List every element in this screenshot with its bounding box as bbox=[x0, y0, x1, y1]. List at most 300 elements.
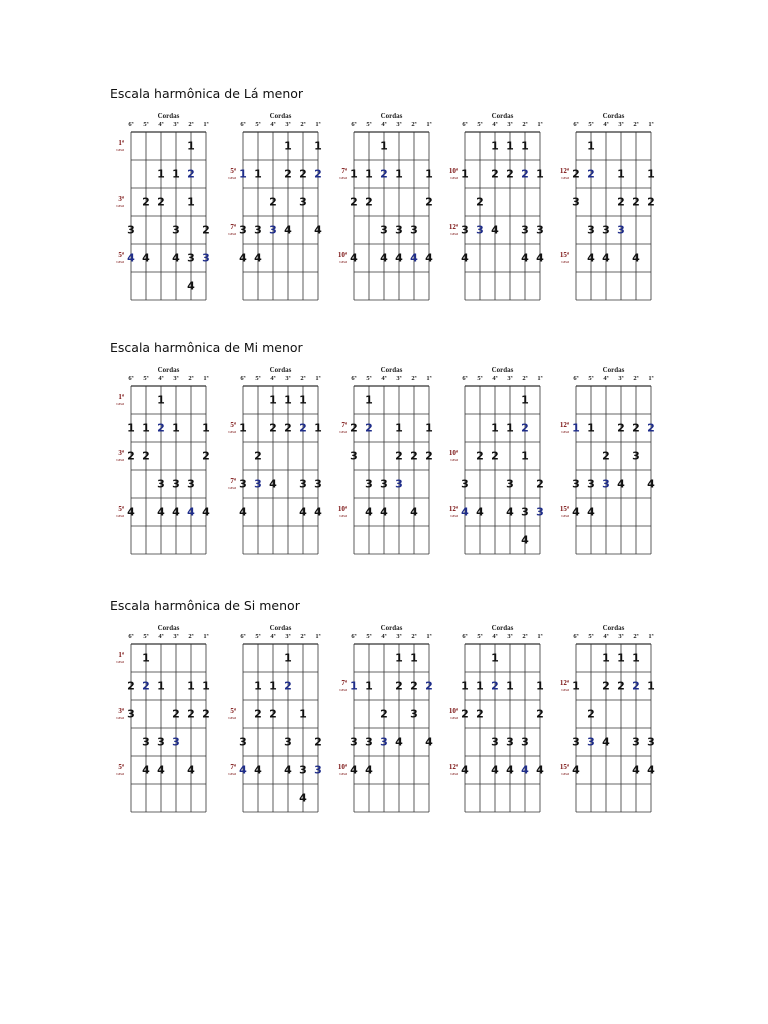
fret-position-label bbox=[327, 252, 347, 265]
fret-number: 7ª bbox=[341, 421, 347, 429]
strings-header: Cordas bbox=[491, 624, 514, 632]
string-number-label: 1ª bbox=[203, 375, 209, 382]
finger-number: 1 bbox=[536, 167, 544, 181]
finger-number: 2 bbox=[269, 707, 277, 721]
finger-number: 1 bbox=[380, 139, 388, 153]
string-number-label: 3ª bbox=[173, 121, 179, 128]
finger-number: 4 bbox=[142, 763, 150, 777]
fretboard-grid bbox=[112, 624, 216, 816]
finger-number: 2 bbox=[476, 707, 484, 721]
root-note: 3 bbox=[269, 223, 277, 237]
string-number-label: 1ª bbox=[203, 633, 209, 640]
finger-number: 4 bbox=[425, 251, 433, 265]
finger-number: 1 bbox=[491, 421, 499, 435]
finger-number: 2 bbox=[491, 449, 499, 463]
finger-number: 1 bbox=[602, 651, 610, 665]
casa-label: casa bbox=[450, 231, 458, 236]
string-number-label: 6ª bbox=[240, 121, 246, 128]
finger-number: 1 bbox=[461, 167, 469, 181]
fretboard-grid bbox=[224, 112, 328, 304]
root-note: 3 bbox=[314, 763, 322, 777]
fret-position-label bbox=[438, 168, 458, 181]
fret-position-label bbox=[438, 708, 458, 721]
finger-number: 4 bbox=[587, 505, 595, 519]
string-number-label: 2ª bbox=[411, 633, 417, 640]
string-number-label: 4ª bbox=[381, 121, 387, 128]
finger-number: 1 bbox=[521, 139, 529, 153]
string-number-label: 2ª bbox=[411, 375, 417, 382]
finger-number: 1 bbox=[254, 167, 262, 181]
finger-number: 3 bbox=[284, 735, 292, 749]
fret-position-label bbox=[327, 764, 347, 777]
fretboard-diagram bbox=[112, 112, 228, 312]
finger-number: 2 bbox=[506, 167, 514, 181]
fret-position-label bbox=[104, 450, 124, 463]
string-number-label: 6ª bbox=[128, 121, 134, 128]
string-number-label: 2ª bbox=[633, 375, 639, 382]
string-number-label: 2ª bbox=[300, 375, 306, 382]
finger-number: 1 bbox=[461, 679, 469, 693]
string-number-label: 1ª bbox=[203, 121, 209, 128]
fretboard-grid bbox=[557, 624, 661, 816]
finger-number: 4 bbox=[647, 477, 655, 491]
finger-number: 3 bbox=[632, 735, 640, 749]
string-number-label: 3ª bbox=[396, 121, 402, 128]
finger-number: 4 bbox=[461, 763, 469, 777]
finger-number: 1 bbox=[647, 167, 655, 181]
finger-number: 1 bbox=[587, 139, 595, 153]
fret-number: 5ª bbox=[230, 421, 236, 429]
fret-position-label bbox=[327, 506, 347, 519]
root-note: 4 bbox=[461, 505, 469, 519]
fret-number: 15ª bbox=[559, 505, 569, 513]
finger-number: 2 bbox=[157, 195, 165, 209]
finger-number: 4 bbox=[187, 763, 195, 777]
string-number-label: 4ª bbox=[603, 121, 609, 128]
finger-number: 2 bbox=[350, 195, 358, 209]
finger-number: 2 bbox=[617, 421, 625, 435]
finger-number: 1 bbox=[395, 421, 403, 435]
string-number-label: 5ª bbox=[255, 633, 261, 640]
finger-number: 3 bbox=[254, 223, 262, 237]
string-number-label: 4ª bbox=[492, 121, 498, 128]
finger-number: 2 bbox=[617, 679, 625, 693]
fret-number: 5ª bbox=[230, 167, 236, 175]
fret-number: 1ª bbox=[118, 651, 124, 659]
finger-number: 4 bbox=[365, 505, 373, 519]
casa-label: casa bbox=[561, 687, 569, 692]
finger-number: 3 bbox=[299, 195, 307, 209]
fretboard-diagram bbox=[446, 112, 562, 312]
string-number-label: 1ª bbox=[426, 633, 432, 640]
finger-number: 3 bbox=[157, 477, 165, 491]
finger-number: 4 bbox=[587, 251, 595, 265]
string-number-label: 5ª bbox=[588, 121, 594, 128]
string-number-label: 1ª bbox=[648, 121, 654, 128]
fret-position-label bbox=[104, 506, 124, 519]
string-number-label: 2ª bbox=[188, 121, 194, 128]
string-number-label: 5ª bbox=[477, 121, 483, 128]
fretboard-grid bbox=[224, 366, 328, 558]
fret-position-label bbox=[327, 680, 347, 693]
fret-number: 3ª bbox=[118, 195, 124, 203]
finger-number: 2 bbox=[536, 707, 544, 721]
casa-label: casa bbox=[228, 771, 236, 776]
string-number-label: 5ª bbox=[255, 121, 261, 128]
fretboard-diagram bbox=[112, 624, 228, 824]
finger-number: 4 bbox=[350, 251, 358, 265]
finger-number: 2 bbox=[202, 223, 210, 237]
fretboard-diagram bbox=[224, 624, 340, 824]
finger-number: 1 bbox=[187, 679, 195, 693]
finger-number: 2 bbox=[536, 477, 544, 491]
finger-number: 3 bbox=[461, 477, 469, 491]
finger-number: 2 bbox=[647, 195, 655, 209]
string-number-label: 3ª bbox=[173, 633, 179, 640]
string-number-label: 3ª bbox=[396, 375, 402, 382]
root-note: 2 bbox=[521, 167, 529, 181]
finger-number: 2 bbox=[410, 679, 418, 693]
finger-number: 1 bbox=[254, 679, 262, 693]
strings-header: Cordas bbox=[380, 112, 403, 120]
finger-number: 4 bbox=[602, 251, 610, 265]
string-number-label: 3ª bbox=[618, 633, 624, 640]
finger-number: 1 bbox=[506, 139, 514, 153]
finger-number: 3 bbox=[491, 735, 499, 749]
finger-number: 3 bbox=[572, 195, 580, 209]
finger-number: 3 bbox=[350, 735, 358, 749]
casa-label: casa bbox=[116, 401, 124, 406]
finger-number: 3 bbox=[127, 223, 135, 237]
finger-number: 4 bbox=[299, 791, 307, 805]
finger-number: 1 bbox=[506, 679, 514, 693]
fret-number: 7ª bbox=[341, 679, 347, 687]
string-number-label: 3ª bbox=[396, 633, 402, 640]
root-note: 2 bbox=[142, 679, 150, 693]
finger-number: 4 bbox=[187, 279, 195, 293]
root-note: 2 bbox=[299, 421, 307, 435]
root-note: 3 bbox=[476, 223, 484, 237]
finger-number: 4 bbox=[572, 763, 580, 777]
finger-number: 2 bbox=[587, 707, 595, 721]
fretboard-diagram bbox=[446, 366, 562, 566]
casa-label: casa bbox=[116, 715, 124, 720]
strings-header: Cordas bbox=[491, 366, 514, 374]
strings-header: Cordas bbox=[269, 366, 292, 374]
string-number-label: 4ª bbox=[270, 633, 276, 640]
fret-number: 3ª bbox=[118, 707, 124, 715]
finger-number: 2 bbox=[476, 449, 484, 463]
fretboard-grid bbox=[557, 366, 661, 558]
casa-label: casa bbox=[450, 513, 458, 518]
fret-position-label bbox=[216, 478, 236, 491]
string-number-label: 1ª bbox=[537, 633, 543, 640]
finger-number: 3 bbox=[239, 735, 247, 749]
fret-position-label bbox=[549, 764, 569, 777]
finger-number: 1 bbox=[647, 679, 655, 693]
finger-number: 2 bbox=[425, 195, 433, 209]
casa-label: casa bbox=[561, 429, 569, 434]
string-number-label: 4ª bbox=[603, 633, 609, 640]
fret-position-label bbox=[104, 652, 124, 665]
finger-number: 2 bbox=[284, 421, 292, 435]
fret-number: 10ª bbox=[448, 449, 458, 457]
finger-number: 3 bbox=[521, 735, 529, 749]
fret-number: 10ª bbox=[337, 763, 347, 771]
string-number-label: 1ª bbox=[315, 121, 321, 128]
string-number-label: 2ª bbox=[300, 633, 306, 640]
finger-number: 2 bbox=[142, 195, 150, 209]
fretboard-diagram bbox=[224, 366, 340, 566]
fretboard-diagram bbox=[446, 624, 562, 824]
finger-number: 1 bbox=[521, 393, 529, 407]
finger-number: 4 bbox=[284, 223, 292, 237]
finger-number: 4 bbox=[506, 505, 514, 519]
finger-number: 4 bbox=[157, 763, 165, 777]
casa-label: casa bbox=[450, 715, 458, 720]
finger-number: 1 bbox=[172, 167, 180, 181]
string-number-label: 4ª bbox=[158, 121, 164, 128]
finger-number: 4 bbox=[172, 251, 180, 265]
string-number-label: 4ª bbox=[381, 375, 387, 382]
finger-number: 4 bbox=[521, 533, 529, 547]
fretboard-grid bbox=[446, 624, 550, 816]
finger-number: 4 bbox=[350, 763, 358, 777]
casa-label: casa bbox=[116, 147, 124, 152]
string-number-label: 3ª bbox=[507, 633, 513, 640]
fret-number: 7ª bbox=[230, 477, 236, 485]
finger-number: 4 bbox=[314, 505, 322, 519]
fret-number: 10ª bbox=[448, 707, 458, 715]
finger-number: 2 bbox=[254, 707, 262, 721]
root-note: 3 bbox=[254, 477, 262, 491]
string-number-label: 3ª bbox=[285, 375, 291, 382]
casa-label: casa bbox=[116, 259, 124, 264]
finger-number: 1 bbox=[425, 167, 433, 181]
finger-number: 1 bbox=[239, 421, 247, 435]
finger-number: 4 bbox=[254, 763, 262, 777]
finger-number: 4 bbox=[157, 505, 165, 519]
finger-number: 4 bbox=[476, 505, 484, 519]
casa-label: casa bbox=[339, 175, 347, 180]
fret-number: 7ª bbox=[230, 763, 236, 771]
casa-label: casa bbox=[228, 715, 236, 720]
finger-number: 4 bbox=[172, 505, 180, 519]
casa-label: casa bbox=[116, 457, 124, 462]
finger-number: 4 bbox=[284, 763, 292, 777]
fretboard-diagram bbox=[557, 624, 673, 824]
string-number-label: 1ª bbox=[315, 633, 321, 640]
string-number-label: 5ª bbox=[143, 121, 149, 128]
finger-number: 2 bbox=[350, 421, 358, 435]
finger-number: 2 bbox=[380, 707, 388, 721]
finger-number: 1 bbox=[314, 139, 322, 153]
string-number-label: 2ª bbox=[188, 375, 194, 382]
finger-number: 1 bbox=[314, 421, 322, 435]
string-number-label: 2ª bbox=[522, 121, 528, 128]
finger-number: 1 bbox=[521, 449, 529, 463]
finger-number: 1 bbox=[157, 167, 165, 181]
finger-number: 2 bbox=[299, 167, 307, 181]
finger-number: 4 bbox=[299, 505, 307, 519]
finger-number: 4 bbox=[269, 477, 277, 491]
finger-number: 2 bbox=[127, 449, 135, 463]
finger-number: 2 bbox=[127, 679, 135, 693]
finger-number: 2 bbox=[172, 707, 180, 721]
finger-number: 4 bbox=[380, 251, 388, 265]
fret-number: 7ª bbox=[230, 223, 236, 231]
finger-number: 2 bbox=[410, 449, 418, 463]
root-note: 3 bbox=[172, 735, 180, 749]
finger-number: 2 bbox=[425, 449, 433, 463]
finger-number: 1 bbox=[187, 139, 195, 153]
finger-number: 1 bbox=[491, 651, 499, 665]
finger-number: 3 bbox=[395, 223, 403, 237]
finger-number: 3 bbox=[587, 223, 595, 237]
strings-header: Cordas bbox=[157, 112, 180, 120]
finger-number: 4 bbox=[239, 505, 247, 519]
string-number-label: 3ª bbox=[618, 375, 624, 382]
string-number-label: 5ª bbox=[588, 375, 594, 382]
string-number-label: 1ª bbox=[537, 375, 543, 382]
fretboard-grid bbox=[112, 112, 216, 304]
string-number-label: 6ª bbox=[462, 633, 468, 640]
finger-number: 4 bbox=[425, 735, 433, 749]
finger-number: 1 bbox=[572, 679, 580, 693]
finger-number: 2 bbox=[572, 167, 580, 181]
finger-number: 4 bbox=[602, 735, 610, 749]
string-number-label: 1ª bbox=[648, 633, 654, 640]
fretboard-grid bbox=[335, 112, 439, 304]
finger-number: 3 bbox=[157, 735, 165, 749]
finger-number: 3 bbox=[587, 477, 595, 491]
finger-number: 1 bbox=[410, 651, 418, 665]
casa-label: casa bbox=[339, 513, 347, 518]
finger-number: 1 bbox=[269, 393, 277, 407]
finger-number: 4 bbox=[647, 763, 655, 777]
string-number-label: 6ª bbox=[240, 633, 246, 640]
root-note: 4 bbox=[521, 763, 529, 777]
fret-number: 5ª bbox=[118, 251, 124, 259]
fret-number: 10ª bbox=[337, 251, 347, 259]
casa-label: casa bbox=[339, 771, 347, 776]
finger-number: 3 bbox=[410, 707, 418, 721]
string-number-label: 6ª bbox=[351, 375, 357, 382]
string-number-label: 5ª bbox=[477, 633, 483, 640]
finger-number: 3 bbox=[299, 763, 307, 777]
string-number-label: 4ª bbox=[158, 633, 164, 640]
root-note: 4 bbox=[187, 505, 195, 519]
finger-number: 2 bbox=[365, 195, 373, 209]
fret-number: 5ª bbox=[230, 707, 236, 715]
fret-position-label bbox=[438, 764, 458, 777]
finger-number: 2 bbox=[461, 707, 469, 721]
strings-header: Cordas bbox=[602, 112, 625, 120]
finger-number: 4 bbox=[202, 505, 210, 519]
casa-label: casa bbox=[116, 203, 124, 208]
finger-number: 1 bbox=[365, 393, 373, 407]
finger-number: 2 bbox=[269, 421, 277, 435]
fret-position-label bbox=[216, 764, 236, 777]
section-title: Escala harmônica de Lá menor bbox=[110, 86, 304, 101]
strings-header: Cordas bbox=[602, 366, 625, 374]
fret-position-label bbox=[549, 168, 569, 181]
finger-number: 1 bbox=[202, 679, 210, 693]
finger-number: 2 bbox=[491, 167, 499, 181]
fret-number: 5ª bbox=[118, 763, 124, 771]
fretboard-diagram bbox=[224, 112, 340, 312]
fret-number: 12ª bbox=[559, 679, 569, 687]
finger-number: 4 bbox=[395, 735, 403, 749]
casa-label: casa bbox=[450, 457, 458, 462]
finger-number: 1 bbox=[617, 167, 625, 181]
finger-number: 3 bbox=[602, 223, 610, 237]
string-number-label: 4ª bbox=[158, 375, 164, 382]
finger-number: 3 bbox=[647, 735, 655, 749]
finger-number: 3 bbox=[350, 449, 358, 463]
string-number-label: 1ª bbox=[426, 121, 432, 128]
string-number-label: 5ª bbox=[588, 633, 594, 640]
string-number-label: 2ª bbox=[300, 121, 306, 128]
string-number-label: 2ª bbox=[188, 633, 194, 640]
finger-number: 3 bbox=[127, 707, 135, 721]
finger-number: 4 bbox=[632, 251, 640, 265]
fret-position-label bbox=[549, 422, 569, 435]
finger-number: 1 bbox=[617, 651, 625, 665]
fret-number: 10ª bbox=[337, 505, 347, 513]
finger-number: 2 bbox=[617, 195, 625, 209]
finger-number: 2 bbox=[142, 449, 150, 463]
fretboard-grid bbox=[112, 366, 216, 558]
strings-header: Cordas bbox=[491, 112, 514, 120]
root-note: 2 bbox=[187, 167, 195, 181]
finger-number: 4 bbox=[506, 763, 514, 777]
finger-number: 1 bbox=[536, 679, 544, 693]
fret-position-label bbox=[549, 680, 569, 693]
string-number-label: 5ª bbox=[143, 633, 149, 640]
finger-number: 4 bbox=[239, 251, 247, 265]
fretboard-grid bbox=[224, 624, 328, 816]
finger-number: 1 bbox=[299, 393, 307, 407]
finger-number: 1 bbox=[350, 167, 358, 181]
casa-label: casa bbox=[450, 771, 458, 776]
string-number-label: 6ª bbox=[573, 633, 579, 640]
fret-number: 15ª bbox=[559, 251, 569, 259]
strings-header: Cordas bbox=[269, 112, 292, 120]
fret-position-label bbox=[327, 422, 347, 435]
finger-number: 2 bbox=[314, 735, 322, 749]
string-number-label: 5ª bbox=[477, 375, 483, 382]
finger-number: 3 bbox=[410, 223, 418, 237]
string-number-label: 4ª bbox=[603, 375, 609, 382]
string-number-label: 3ª bbox=[285, 121, 291, 128]
root-note: 2 bbox=[521, 421, 529, 435]
finger-number: 2 bbox=[632, 195, 640, 209]
fret-position-label bbox=[104, 708, 124, 721]
root-note: 3 bbox=[380, 735, 388, 749]
finger-number: 4 bbox=[632, 763, 640, 777]
finger-number: 3 bbox=[461, 223, 469, 237]
fretboard-grid bbox=[335, 366, 439, 558]
fret-number: 1ª bbox=[118, 393, 124, 401]
fret-position-label bbox=[104, 196, 124, 209]
finger-number: 3 bbox=[506, 735, 514, 749]
finger-number: 4 bbox=[617, 477, 625, 491]
fret-number: 12ª bbox=[448, 505, 458, 513]
casa-label: casa bbox=[561, 771, 569, 776]
fret-position-label bbox=[104, 140, 124, 153]
finger-number: 3 bbox=[365, 477, 373, 491]
